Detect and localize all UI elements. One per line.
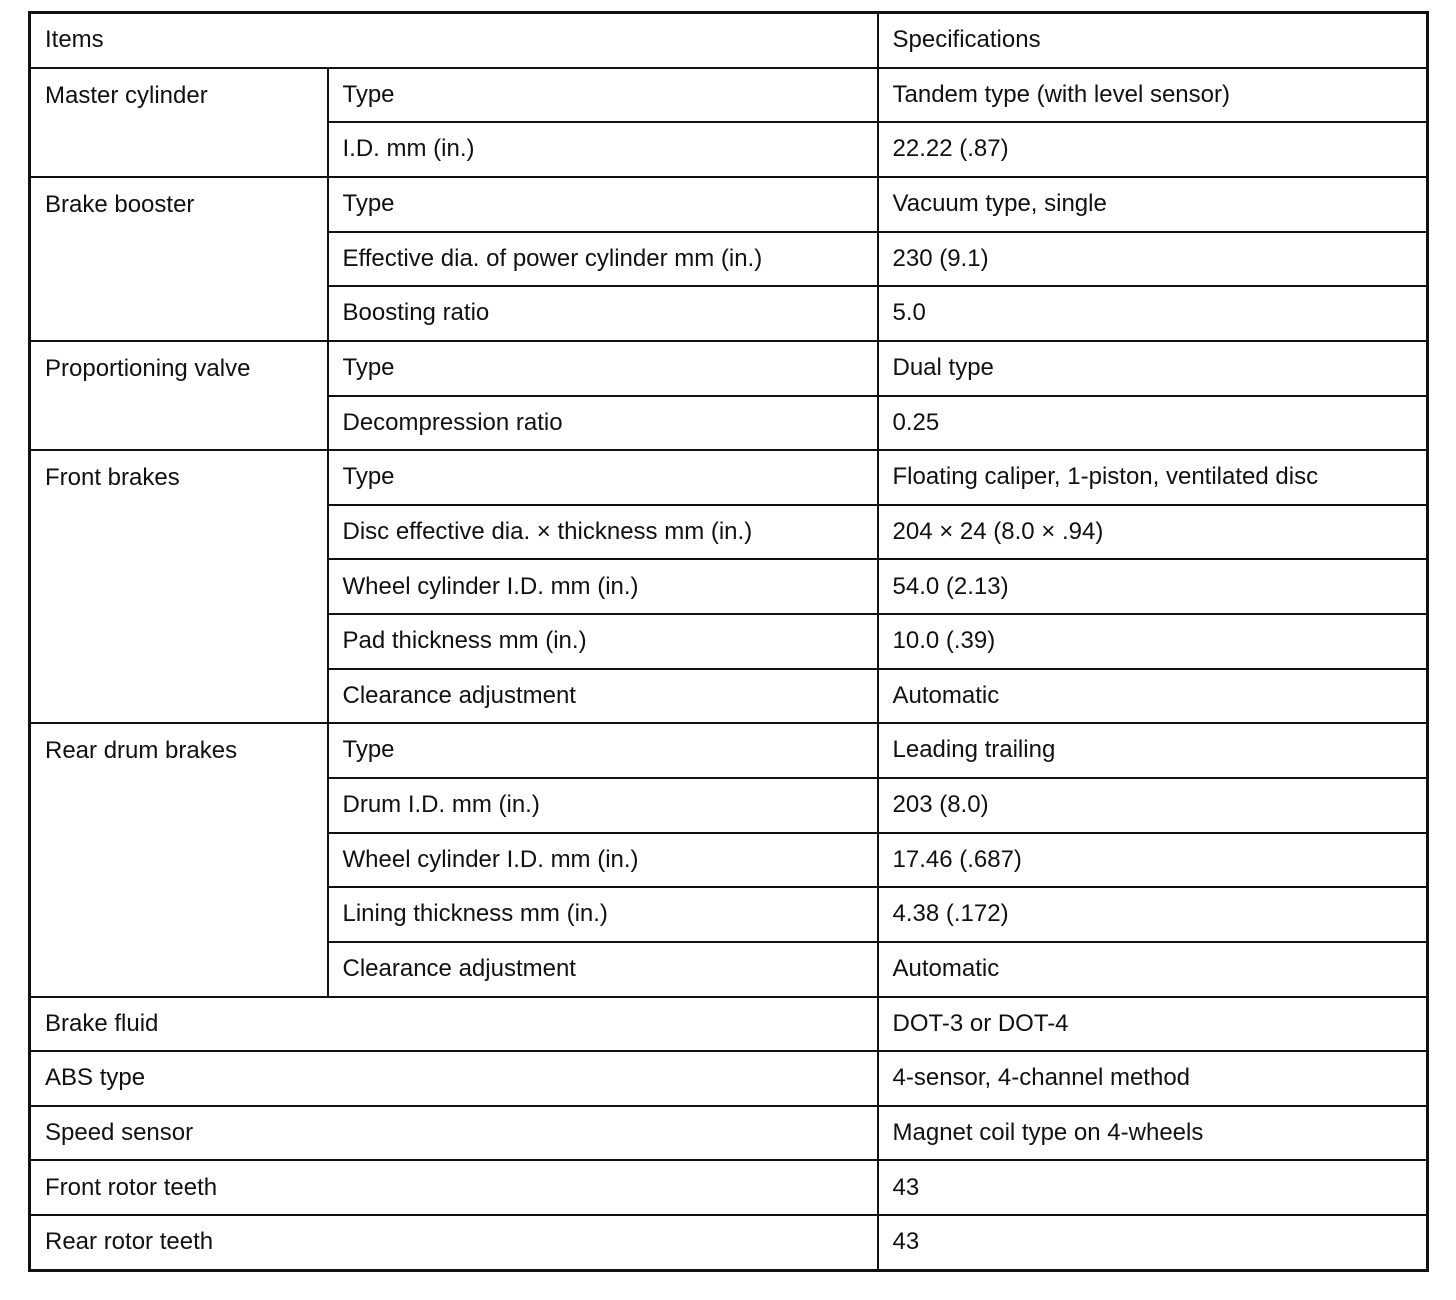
item-label: Effective dia. of power cylinder mm (in.): [328, 232, 878, 287]
item-label: Lining thickness mm (in.): [328, 887, 878, 942]
items-header: Items: [30, 13, 878, 68]
item-label: Disc effective dia. × thickness mm (in.): [328, 505, 878, 560]
table-row: [30, 177, 1428, 232]
table-row: [30, 997, 1428, 1052]
spec-value: Automatic: [878, 669, 1428, 724]
group-rear-drum-brakes: Rear drum brakes: [30, 723, 328, 996]
group-master-cylinder: Master cylinder: [30, 68, 328, 177]
item-label: Wheel cylinder I.D. mm (in.): [328, 833, 878, 888]
spec-value: Automatic: [878, 942, 1428, 997]
spec-value: Tandem type (with level sensor): [878, 68, 1428, 123]
spec-value: 204 × 24 (8.0 × .94): [878, 505, 1428, 560]
item-label: Type: [328, 341, 878, 396]
table-row: [30, 1160, 1428, 1215]
table-row: [30, 1051, 1428, 1106]
spec-value: Floating caliper, 1-piston, ventilated disc: [878, 450, 1428, 505]
item-label: Decompression ratio: [328, 396, 878, 451]
specifications-header: Specifications: [878, 13, 1428, 68]
spec-value: 0.25: [878, 396, 1428, 451]
item-label: Speed sensor: [30, 1106, 878, 1161]
spec-value: Leading trailing: [878, 723, 1428, 778]
spec-value: 10.0 (.39): [878, 614, 1428, 669]
spec-value: 22.22 (.87): [878, 122, 1428, 177]
table-row: [30, 341, 1428, 396]
brake-specifications-table: [28, 11, 1429, 1272]
table-row: [30, 1106, 1428, 1161]
item-label: Type: [328, 177, 878, 232]
item-label: Rear rotor teeth: [30, 1215, 878, 1270]
group-brake-booster: Brake booster: [30, 177, 328, 341]
spec-value: Vacuum type, single: [878, 177, 1428, 232]
spec-value: 203 (8.0): [878, 778, 1428, 833]
item-label: Clearance adjustment: [328, 942, 878, 997]
group-front-brakes: Front brakes: [30, 450, 328, 723]
spec-value: 230 (9.1): [878, 232, 1428, 287]
item-label: Type: [328, 723, 878, 778]
spec-value: 43: [878, 1160, 1428, 1215]
table-row: [30, 450, 1428, 505]
table-row: [30, 1215, 1428, 1270]
item-label: ABS type: [30, 1051, 878, 1106]
item-label: Brake fluid: [30, 997, 878, 1052]
spec-value: 17.46 (.687): [878, 833, 1428, 888]
group-proportioning-valve: Proportioning valve: [30, 341, 328, 450]
item-label: Type: [328, 68, 878, 123]
spec-value: 5.0: [878, 286, 1428, 341]
spec-value: 4-sensor, 4-channel method: [878, 1051, 1428, 1106]
table-row: [30, 68, 1428, 123]
item-label: I.D. mm (in.): [328, 122, 878, 177]
item-label: Front rotor teeth: [30, 1160, 878, 1215]
item-label: Boosting ratio: [328, 286, 878, 341]
spec-value: Magnet coil type on 4-wheels: [878, 1106, 1428, 1161]
spec-value: 43: [878, 1215, 1428, 1270]
item-label: Drum I.D. mm (in.): [328, 778, 878, 833]
item-label: Pad thickness mm (in.): [328, 614, 878, 669]
item-label: Type: [328, 450, 878, 505]
item-label: Clearance adjustment: [328, 669, 878, 724]
spec-value: 54.0 (2.13): [878, 559, 1428, 614]
spec-value: DOT-3 or DOT-4: [878, 997, 1428, 1052]
table-row: [30, 723, 1428, 778]
spec-value: Dual type: [878, 341, 1428, 396]
header-row: [30, 13, 1428, 68]
spec-value: 4.38 (.172): [878, 887, 1428, 942]
item-label: Wheel cylinder I.D. mm (in.): [328, 559, 878, 614]
